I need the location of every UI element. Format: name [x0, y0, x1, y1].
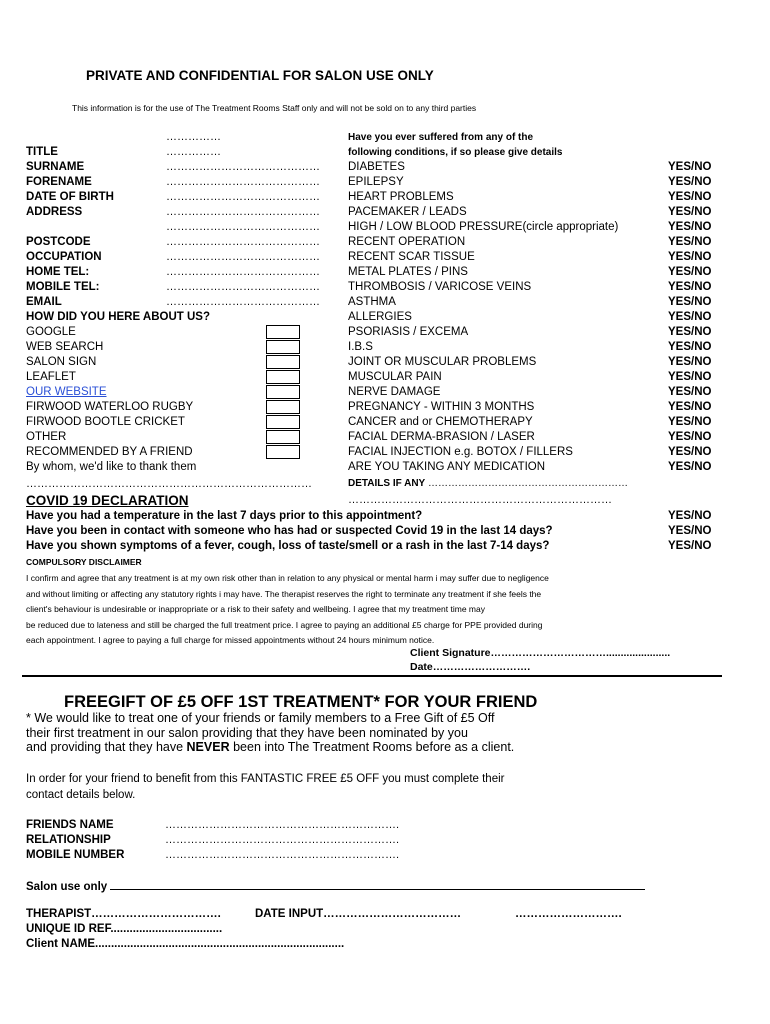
- details-label: DETAILS IF ANY: [348, 478, 426, 489]
- field-input[interactable]: ……………………………………: [166, 296, 320, 308]
- details-more-dots[interactable]: ………………………………………………………………: [348, 494, 612, 506]
- unique-id-field[interactable]: UNIQUE ID REF...................................: [26, 923, 223, 935]
- condition-label: JOINT OR MUSCULAR PROBLEMS: [348, 356, 537, 368]
- yes-no-option[interactable]: YES/NO: [668, 251, 712, 263]
- condition-label: ALLERGIES: [348, 311, 412, 323]
- gift-para-2: contact details below.: [26, 789, 136, 801]
- yes-no-option[interactable]: YES/NO: [668, 510, 712, 522]
- yes-no-option[interactable]: YES/NO: [668, 386, 712, 398]
- friend-field-label: RELATIONSHIP: [26, 834, 111, 846]
- field-label: DATE OF BIRTH: [26, 191, 114, 203]
- condition-label: ASTHMA: [348, 296, 396, 308]
- client-name-field[interactable]: Client NAME..............................................................................: [26, 938, 345, 950]
- field-input[interactable]: ……………………………………: [166, 251, 320, 263]
- disclaimer-line: each appointment. I agree to paying a full charge for missed appointments without 24 hours minimum notice.: [26, 635, 435, 645]
- condition-label: HIGH / LOW BLOOD PRESSURE(circle appropriate): [348, 221, 619, 233]
- referral-option: FIRWOOD WATERLOO RUGBY: [26, 401, 194, 413]
- condition-label: FACIAL INJECTION e.g. BOTOX / FILLERS: [348, 446, 573, 458]
- section-divider: [22, 675, 722, 677]
- gift-line-3: [26, 740, 514, 755]
- salon-use-row: [26, 878, 645, 893]
- referral-option: SALON SIGN: [26, 356, 97, 368]
- client-signature[interactable]: Client Signature……………………………......................: [410, 647, 671, 659]
- referral-checkbox[interactable]: [266, 400, 300, 414]
- referral-option: GOOGLE: [26, 326, 76, 338]
- friend-field-input[interactable]: ……………………………………………………….: [165, 834, 400, 846]
- condition-label: RECENT SCAR TISSUE: [348, 251, 475, 263]
- field-label: SURNAME: [26, 161, 85, 173]
- yes-no-option[interactable]: YES/NO: [668, 461, 712, 473]
- covid-question: Have you had a temperature in the last 7 days prior to this appointment?: [26, 510, 423, 522]
- field-input[interactable]: ……………………………………: [166, 191, 320, 203]
- referral-checkbox[interactable]: [266, 445, 300, 459]
- privacy-notice: This information is for the use of The Treatment Rooms Staff only and will not be sold on to any third parties: [72, 103, 477, 113]
- yes-no-option[interactable]: YES/NO: [668, 326, 712, 338]
- field-input[interactable]: ……………: [166, 146, 221, 158]
- yes-no-option[interactable]: YES/NO: [668, 191, 712, 203]
- yes-no-option[interactable]: YES/NO: [668, 176, 712, 188]
- referral-checkbox[interactable]: [266, 385, 300, 399]
- field-label: TITLE: [26, 146, 58, 158]
- friend-field-input[interactable]: ……………………………………………………….: [165, 849, 400, 861]
- page-title: PRIVATE AND CONFIDENTIAL FOR SALON USE ONLY: [86, 68, 434, 83]
- medical-heading-2: following conditions, if so please give details: [348, 147, 563, 158]
- referral-checkbox[interactable]: [266, 325, 300, 339]
- medical-heading-1: Have you ever suffered from any of the: [348, 132, 534, 143]
- condition-label: DIABETES: [348, 161, 405, 173]
- field-input[interactable]: ……………………………………: [166, 206, 320, 218]
- gift-line-1: * We would like to treat one of your friends or family members to a Free Gift of £5 Off: [26, 711, 495, 725]
- condition-label: I.B.S: [348, 341, 373, 353]
- field-input[interactable]: ……………………………………: [166, 281, 320, 293]
- covid-heading: COVID 19 DECLARATION: [26, 493, 189, 508]
- referral-checkbox[interactable]: [266, 370, 300, 384]
- field-input[interactable]: ……………………………………: [166, 236, 320, 248]
- yes-no-option[interactable]: YES/NO: [668, 416, 712, 428]
- thank-dots[interactable]: ……………………………………………………………………: [26, 478, 312, 490]
- field-label: OCCUPATION: [26, 251, 102, 263]
- referral-option: FIRWOOD BOOTLE CRICKET: [26, 416, 185, 428]
- referral-option: OTHER: [26, 431, 67, 443]
- yes-no-option[interactable]: YES/NO: [668, 281, 712, 293]
- condition-label: FACIAL DERMA-BRASION / LASER: [348, 431, 535, 443]
- yes-no-option[interactable]: YES/NO: [668, 431, 712, 443]
- field-label: MOBILE TEL:: [26, 281, 100, 293]
- condition-label: PREGNANCY - WITHIN 3 MONTHS: [348, 401, 535, 413]
- salon-use-line[interactable]: [110, 878, 645, 890]
- disclaimer-heading: COMPULSORY DISCLAIMER: [26, 557, 142, 567]
- condition-label: METAL PLATES / PINS: [348, 266, 468, 278]
- field-label: ADDRESS: [26, 206, 83, 218]
- condition-label: THROMBOSIS / VARICOSE VEINS: [348, 281, 532, 293]
- extra-dots-field[interactable]: ……………………….: [515, 908, 622, 920]
- field-input[interactable]: ……………………………………: [166, 221, 320, 233]
- therapist-field[interactable]: THERAPIST…………………………….: [26, 908, 221, 920]
- yes-no-option[interactable]: YES/NO: [668, 311, 712, 323]
- yes-no-option[interactable]: YES/NO: [668, 371, 712, 383]
- details-row: [348, 476, 628, 491]
- friend-field-input[interactable]: ……………………………………………………….: [165, 819, 400, 831]
- referral-checkbox[interactable]: [266, 355, 300, 369]
- referral-option: RECOMMENDED BY A FRIEND: [26, 446, 193, 458]
- gift-para-1: In order for your friend to benefit from this FANTASTIC FREE £5 OFF you must complete their: [26, 773, 505, 785]
- field-label: HOME TEL:: [26, 266, 90, 278]
- disclaimer-line: client's behaviour is undesirable or inappropriate or a risk to their safety and wellbeing. I agree that my treatment time may: [26, 604, 485, 614]
- yes-no-option[interactable]: YES/NO: [668, 236, 712, 248]
- condition-label: PSORIASIS / EXCEMA: [348, 326, 469, 338]
- condition-label: RECENT OPERATION: [348, 236, 466, 248]
- condition-label: CANCER and or CHEMOTHERAPY: [348, 416, 533, 428]
- gift-never: NEVER: [186, 740, 230, 754]
- yes-no-option[interactable]: YES/NO: [668, 525, 712, 537]
- disclaimer-line: and without limiting or affecting any statutory rights i may have. The therapist reserves the right to terminate any treatment if she feels the: [26, 588, 542, 599]
- field-label: EMAIL: [26, 296, 62, 308]
- gift-line-2: their first treatment in our salon providing that they have been nominated by you: [26, 726, 468, 740]
- salon-use-label: Salon use only: [26, 881, 108, 893]
- gift-heading: FREEGIFT OF £5 OFF 1ST TREATMENT* FOR YOUR FRIEND: [64, 693, 538, 711]
- disclaimer-line: be reduced due to lateness and still be charged the full treatment price. I agree to paying an additional £5 charge for PPE provided during: [26, 619, 543, 630]
- field-input[interactable]: ……………………………………: [166, 266, 320, 278]
- yes-no-option[interactable]: YES/NO: [668, 341, 712, 353]
- thank-label: By whom, we'd like to thank them: [26, 461, 197, 473]
- yes-no-option[interactable]: YES/NO: [668, 266, 712, 278]
- field-input[interactable]: ……………………………………: [166, 176, 320, 188]
- field-input[interactable]: ……………………………………: [166, 161, 320, 173]
- yes-no-option[interactable]: YES/NO: [668, 446, 712, 458]
- covid-question: Have you shown symptoms of a fever, cough, loss of taste/smell or a rash in the last 7-14 days?: [26, 540, 550, 552]
- yes-no-option[interactable]: YES/NO: [668, 356, 712, 368]
- condition-label: ARE YOU TAKING ANY MEDICATION: [348, 461, 546, 473]
- referral-checkbox[interactable]: [266, 415, 300, 429]
- gift-line-3c: been into The Treatment Rooms before as a client.: [229, 740, 515, 754]
- yes-no-option[interactable]: YES/NO: [668, 401, 712, 413]
- yes-no-option[interactable]: YES/NO: [668, 221, 712, 233]
- referral-option[interactable]: OUR WEBSITE: [26, 386, 107, 398]
- referral-option: WEB SEARCH: [26, 341, 104, 353]
- yes-no-option[interactable]: YES/NO: [668, 296, 712, 308]
- referral-option: LEAFLET: [26, 371, 76, 383]
- details-dots[interactable]: ……………………………………………………: [428, 478, 629, 489]
- date-input-field[interactable]: DATE INPUT………………………………: [255, 908, 462, 920]
- covid-question: Have you been in contact with someone who has had or suspected Covid 19 in the last 14 days?: [26, 525, 553, 537]
- condition-label: MUSCULAR PAIN: [348, 371, 442, 383]
- disclaimer-line: I confirm and agree that any treatment is at my own risk other than in relation to any physical or mental harm i may suffer due to negligence: [26, 573, 549, 583]
- condition-label: NERVE DAMAGE: [348, 386, 441, 398]
- condition-label: PACEMAKER / LEADS: [348, 206, 467, 218]
- referral-checkbox[interactable]: [266, 340, 300, 354]
- top-dots[interactable]: ……………: [166, 131, 221, 143]
- condition-label: EPILEPSY: [348, 176, 404, 188]
- condition-label: HEART PROBLEMS: [348, 191, 454, 203]
- signature-date[interactable]: Date……………………….: [410, 661, 531, 673]
- friend-field-label: FRIENDS NAME: [26, 819, 114, 831]
- yes-no-option[interactable]: YES/NO: [668, 206, 712, 218]
- referral-checkbox[interactable]: [266, 430, 300, 444]
- field-label: POSTCODE: [26, 236, 91, 248]
- friend-field-label: MOBILE NUMBER: [26, 849, 125, 861]
- gift-line-3a: and providing that they have: [26, 740, 187, 754]
- referral-heading: HOW DID YOU HERE ABOUT US?: [26, 311, 211, 323]
- yes-no-option[interactable]: YES/NO: [668, 540, 712, 552]
- field-label: FORENAME: [26, 176, 92, 188]
- yes-no-option[interactable]: YES/NO: [668, 161, 712, 173]
